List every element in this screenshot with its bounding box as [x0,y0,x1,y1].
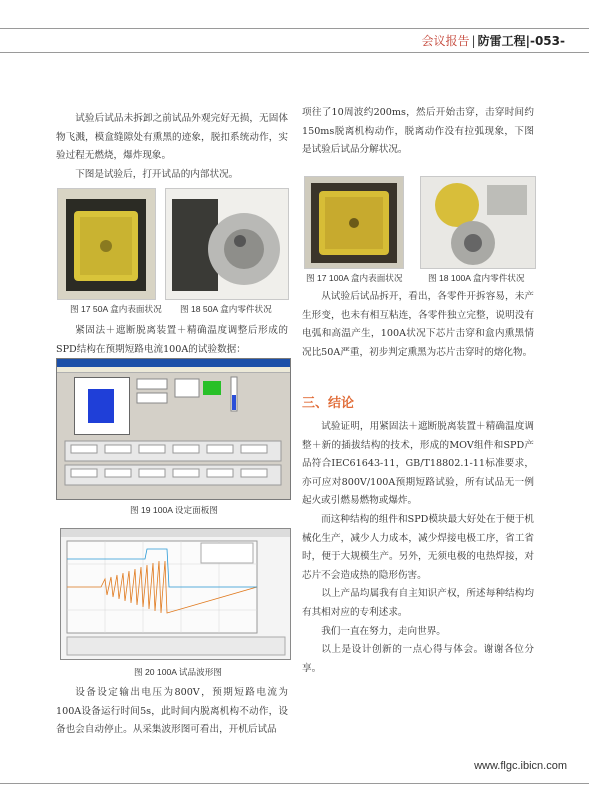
settings-panel-screenshot [56,358,291,500]
header-separator: | [471,34,476,48]
caption-fig20: 图 20 100A 试品波形图 [134,667,222,677]
header-bottom-rule [0,52,589,53]
right-text-top [302,104,534,160]
caption-fig17-50a: 图 17 50A 盒内表面状况 [70,304,162,314]
photo-100a-parts [420,176,536,269]
left-text-mid [56,322,288,359]
right-text-bottom [302,418,534,678]
page-header [422,34,565,48]
header-journal: 防雷工程 [477,34,526,48]
paragraph: 项往了10周波约200ms，然后开始击穿，击穿时间约150ms脱离机构动作，脱离动作没有拉弧现象，下图是试验后试品分解状况。 [302,107,534,156]
panel-controls [57,359,290,499]
header-section: 会议报告 [421,34,470,48]
paragraph: 我们一直在努力，走向世界。 [321,625,446,637]
caption-fig19: 图 19 100A 设定面板图 [130,505,218,515]
section-heading: 三、结论 [302,396,355,411]
right-text-mid [302,288,534,362]
footer-url: www.flgc.ibicn.com [474,760,567,772]
left-text-bottom [56,684,288,740]
paragraph: 以上产品均属我有自主知识产权，所述每种结构均有其相对应的专利述求。 [302,588,534,618]
paragraph: 以上是设计创新的一点心得与体会。谢谢各位分享。 [302,644,534,674]
footer-rule [0,783,589,784]
photo-image [421,177,535,268]
left-text-top [56,110,288,184]
oscilloscope-waveform [60,528,291,660]
photo-50a-surface [57,188,156,300]
paragraph: 而这种结构的组件和SPD模块最大好处在于便于机械化生产，减少人力成本，减少焊接电极工序，省工省时，便于大规模生产。另外，无须电极的电热焊接，对芯片不会造成热的隐形伤害。 [302,513,534,581]
page-number: |-053- [525,34,565,48]
photo-image [58,189,155,299]
photo-100a-surface [304,176,404,269]
caption-fig18-100a: 图 18 100A 盒内零件状况 [428,273,525,283]
header-top-rule [0,28,589,29]
paragraph: 试验后试品未拆卸之前试品外观完好无损，无固体物飞溅，模盒缝隙处有熏黑的迹象，脱扣系统动作，实验过程无燃烧，爆炸现象。 [56,113,288,162]
photo-50a-parts [165,188,289,300]
paragraph: 下图是试验后，打开试品的内部状况。 [75,168,239,180]
photo-image [166,189,288,299]
photo-image [305,177,403,268]
caption-fig17-100a: 图 17 100A 盒内表面状况 [306,273,403,283]
paragraph: 试验证明，用紧固法＋遮断脱离装置＋精确温度调整＋新的插拔结构的技术，形成的MOV组件和SPD产品符合IEC61643-11，GB/T18802.1-11标准要求，亦可应对800V/100A预期短路试验，所有试品无一例起火或引燃易燃物或爆炸。 [302,421,534,507]
paragraph: 从试验后试品拆开，看出，各零件开拆容易，未产生形变，也未有相互粘连，各零件独立完整，说明没有电弧和高温产生，100A状况下芯片击穿和盒内熏黑情况比50A严重，初步判定熏黑为芯片击穿时的熔化物。 [302,291,534,358]
paragraph: 设备设定输出电压为800V，预期短路电流为100A设备运行时间5s，此时间内脱离机构不动作，设备也会自动停止。从采集波形图可看出，开机后试品 [56,687,288,736]
paragraph: 紧固法＋遮断脱离装置＋精确温度调整后形成的SPD结构在预期短路电流100A的试验数据： [56,325,288,355]
caption-fig18-50a: 图 18 50A 盒内零件状况 [180,304,272,314]
waveform-image [61,529,290,659]
